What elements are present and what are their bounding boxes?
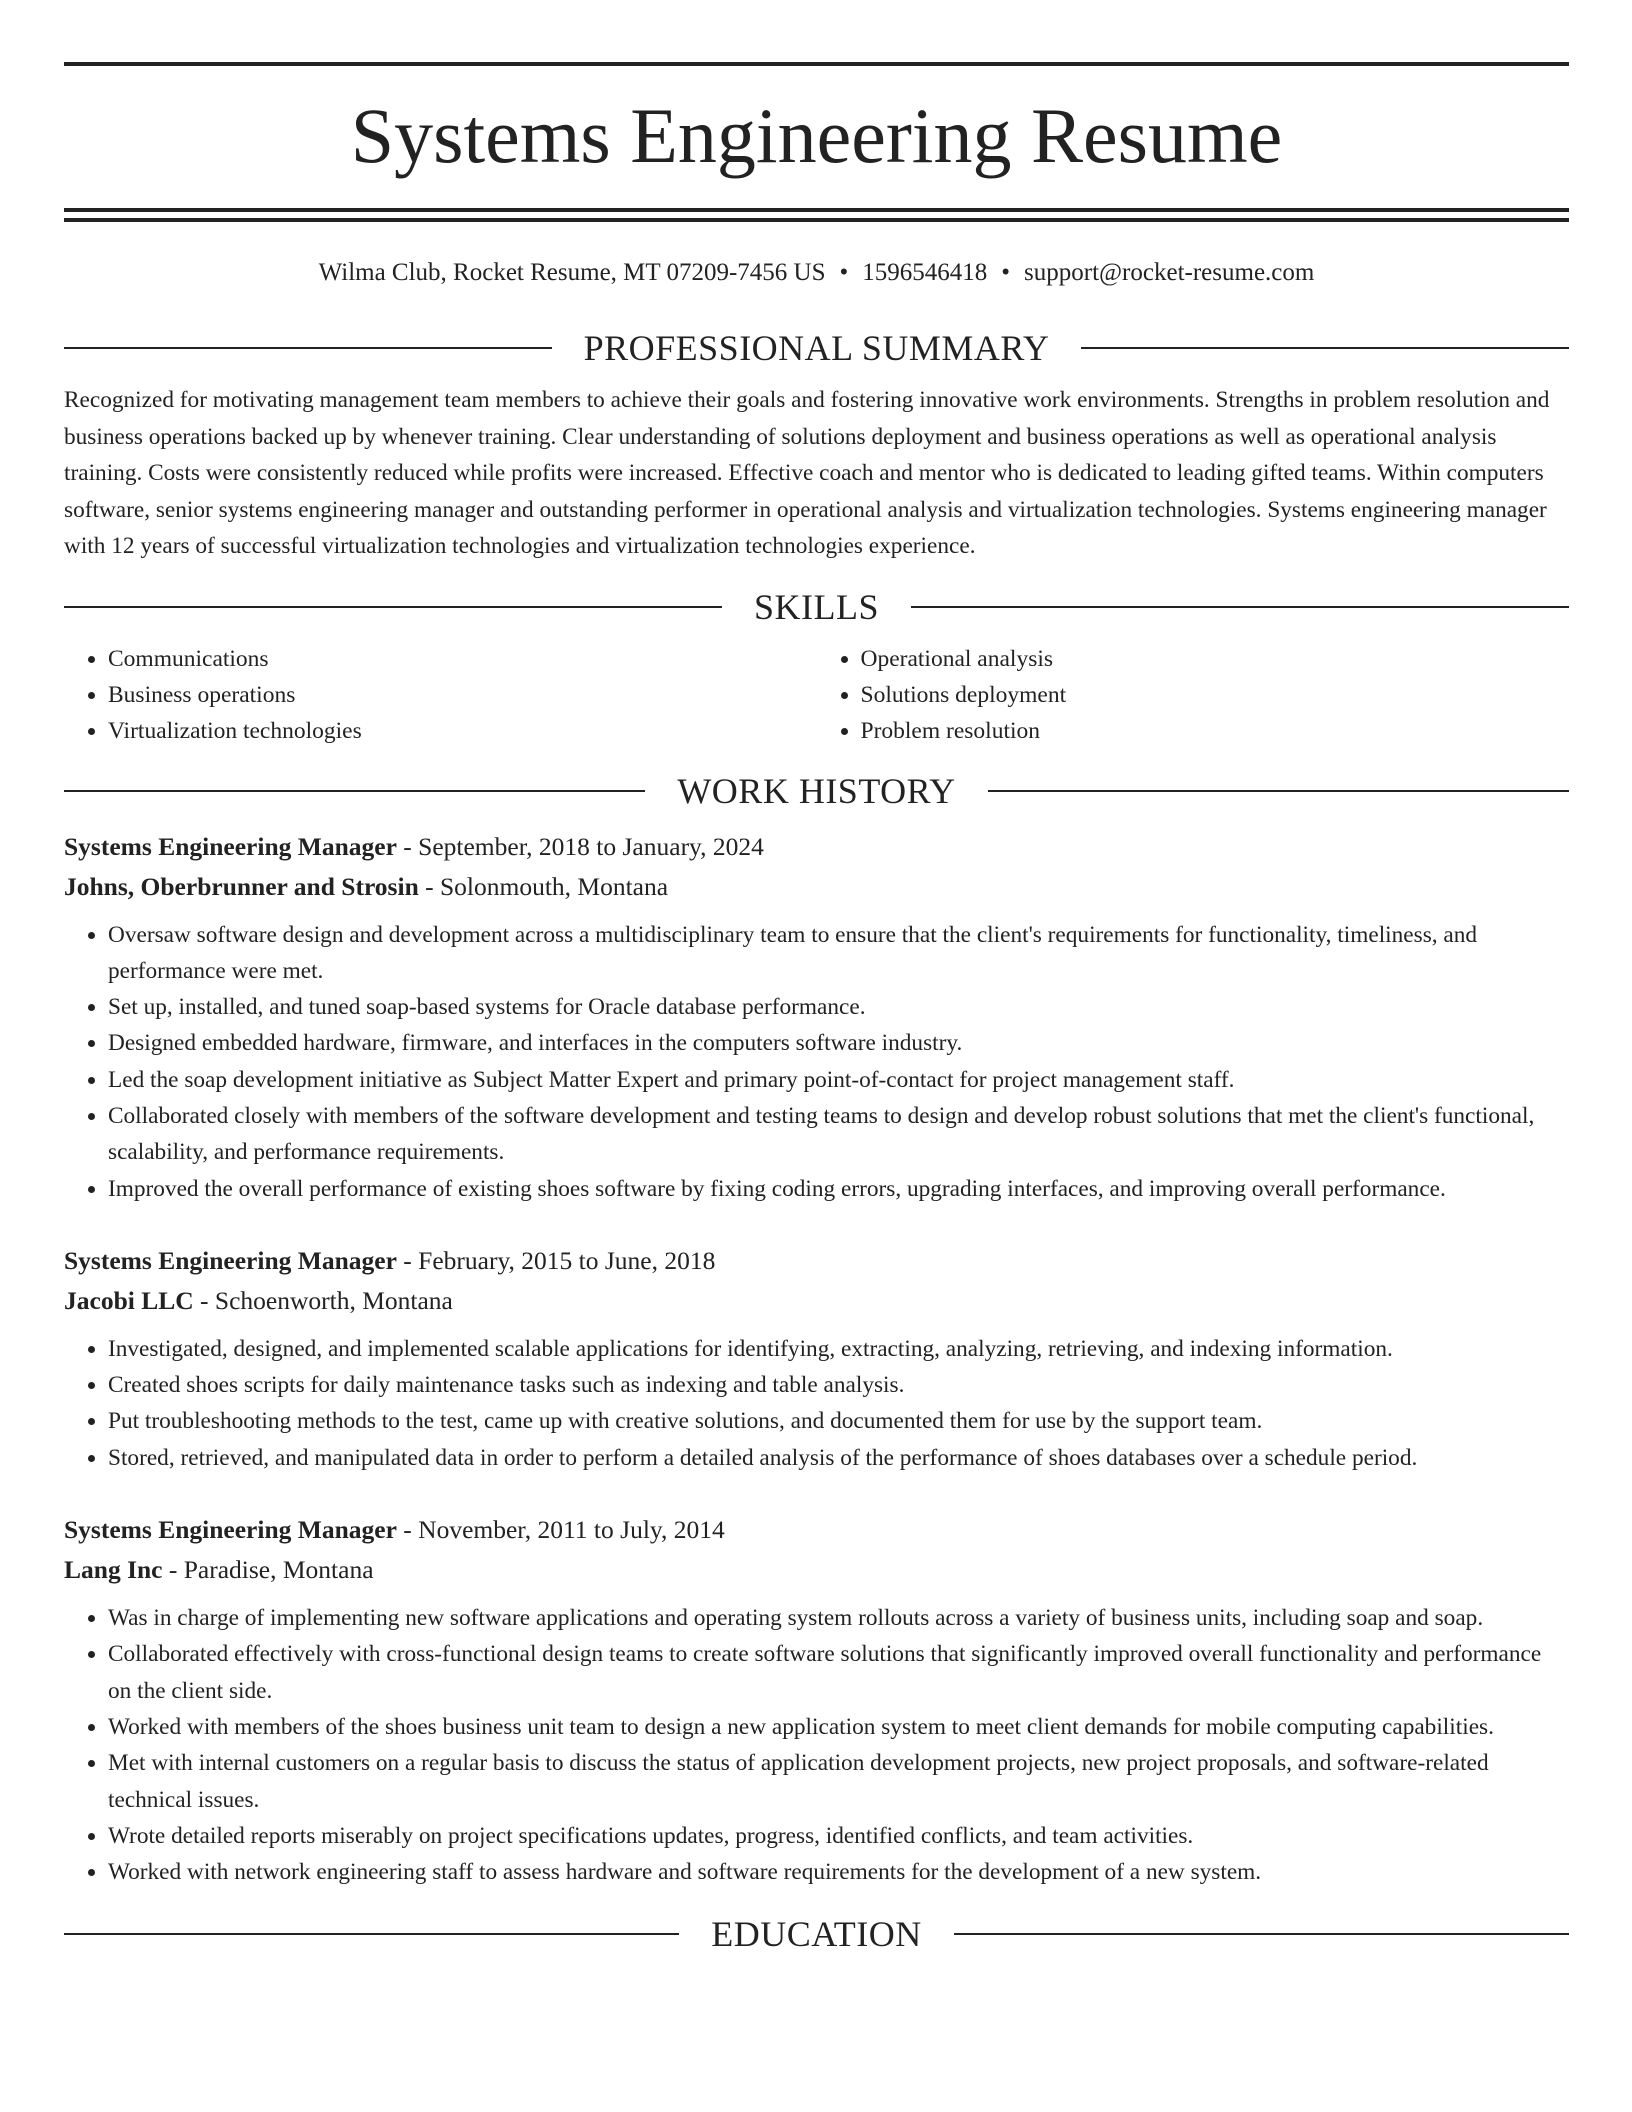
job-bullet: • Was in charge of implementing new software applications and operating system rollouts across a variety of business units, including soap and soap.	[108, 1600, 1569, 1636]
job-title: Systems Engineering Manager	[64, 1515, 397, 1545]
job-company: Jacobi LLC	[64, 1285, 194, 1315]
heading-rule	[64, 790, 645, 792]
skill-item: • Solutions deployment	[861, 677, 1570, 713]
heading-rule	[64, 347, 552, 349]
job-title: Systems Engineering Manager	[64, 831, 397, 861]
job-dates: - September, 2018 to January, 2024	[396, 831, 764, 861]
job-bullet: • Collaborated effectively with cross-functional design teams to create software solutions that significantly improved overall functionality and performance on the client side.	[108, 1636, 1569, 1709]
contact-separator: •	[839, 259, 849, 286]
section-label: WORK HISTORY	[677, 770, 956, 811]
job-bullets	[64, 1600, 1569, 1890]
job-title-line	[64, 1510, 1569, 1550]
job-bullet: • Wrote detailed reports miserably on project specifications updates, progress, identified conflicts, and team activities.	[108, 1818, 1569, 1854]
section-heading-work-history	[64, 769, 1569, 813]
job-bullet: • Collaborated closely with members of the software development and testing teams to design and develop robust solutions that met the client's functional, scalability, and performance requirements.	[108, 1098, 1569, 1171]
job-location: - Solonmouth, Montana	[418, 871, 669, 901]
title-rule-bottom	[64, 218, 1569, 222]
page-title: Systems Engineering Resume	[350, 92, 1283, 179]
title-rule-top	[64, 208, 1569, 212]
top-rule	[64, 62, 1569, 66]
skill-item: • Operational analysis	[861, 641, 1570, 677]
job-bullet: • Improved the overall performance of existing shoes software by fixing coding errors, upgrading interfaces, and improving overall performance.	[108, 1171, 1569, 1207]
section-heading-skills	[64, 585, 1569, 629]
skill-item: • Communications	[108, 641, 817, 677]
skills-column-right	[817, 641, 1570, 749]
professional-summary: Recognized for motivating management team members to achieve their goals and fostering innovative work environments. Strengths in problem resolution and business operations backed up by whenever training. Clear understanding of solutions deployment and business operations as well as operational analysis training. Costs were consistently reduced while profits were increased. Effective coach and mentor who is dedicated to leading gifted teams. Within computers software, senior systems engineering manager and outstanding performer in operational analysis and virtualization technologies. Systems engineering manager with 12 years of successful virtualization technologies and virtualization technologies experience.	[64, 387, 1550, 559]
job-entry	[64, 1510, 1569, 1890]
heading-rule	[911, 606, 1569, 608]
job-bullet: • Worked with members of the shoes business unit team to design a new application system to meet client demands for mobile computing capabilities.	[108, 1709, 1569, 1745]
heading-rule	[988, 790, 1569, 792]
job-bullet: • Oversaw software design and development across a multidisciplinary team to ensure that the client's requirements for functionality, timeliness, and performance were met.	[108, 917, 1569, 990]
contact-address: Wilma Club, Rocket Resume, MT 07209-7456 US	[318, 259, 826, 286]
heading-rule	[954, 1933, 1569, 1935]
section-label: SKILLS	[754, 586, 880, 627]
heading-rule	[64, 1933, 679, 1935]
section-heading-summary	[64, 326, 1569, 370]
job-company-line	[64, 867, 1569, 907]
job-bullet: • Led the soap development initiative as Subject Matter Expert and primary point-of-contact for project management staff.	[108, 1062, 1569, 1098]
job-dates: - November, 2011 to July, 2014	[396, 1515, 725, 1545]
contact-email[interactable]: support@rocket-resume.com	[1024, 259, 1315, 286]
job-location: - Schoenworth, Montana	[193, 1285, 453, 1315]
job-bullets	[64, 917, 1569, 1207]
skills-list	[64, 641, 1569, 749]
job-dates: - February, 2015 to June, 2018	[396, 1245, 716, 1275]
job-company-line	[64, 1550, 1569, 1590]
heading-rule	[1081, 347, 1569, 349]
contact-separator: •	[1001, 259, 1011, 286]
job-bullet: • Put troubleshooting methods to the test, came up with creative solutions, and documented them for use by the support team.	[108, 1403, 1569, 1439]
job-bullet: • Designed embedded hardware, firmware, and interfaces in the computers software industry.	[108, 1025, 1569, 1061]
job-bullet: • Investigated, designed, and implemented scalable applications for identifying, extracting, analyzing, retrieving, and indexing information.	[108, 1331, 1569, 1367]
job-entry	[64, 827, 1569, 1207]
job-company: Lang Inc	[64, 1555, 163, 1585]
contact-phone: 1596546418	[862, 259, 988, 286]
section-heading-education	[64, 1912, 1569, 1956]
section-label: PROFESSIONAL SUMMARY	[583, 328, 1050, 368]
job-title: Systems Engineering Manager	[64, 1245, 397, 1275]
job-company-line	[64, 1281, 1569, 1321]
skill-item: • Problem resolution	[861, 713, 1570, 749]
heading-rule	[64, 606, 722, 608]
job-location: - Paradise, Montana	[162, 1555, 374, 1585]
job-bullets	[64, 1331, 1569, 1476]
job-bullet: • Worked with network engineering staff to assess hardware and software requirements for the development of a new system.	[108, 1854, 1569, 1890]
job-company: Johns, Oberbrunner and Strosin	[64, 871, 419, 901]
job-bullet: • Set up, installed, and tuned soap-based systems for Oracle database performance.	[108, 989, 1569, 1025]
contact-line	[64, 256, 1569, 290]
job-title-line	[64, 827, 1569, 867]
job-bullet: • Created shoes scripts for daily maintenance tasks such as indexing and table analysis.	[108, 1367, 1569, 1403]
skill-item: • Business operations	[108, 677, 817, 713]
job-bullet: • Stored, retrieved, and manipulated data in order to perform a detailed analysis of the performance of shoes databases over a schedule period.	[108, 1440, 1569, 1476]
skill-item: • Virtualization technologies	[108, 713, 817, 749]
skills-column-left	[64, 641, 817, 749]
job-bullet: • Met with internal customers on a regular basis to discuss the status of application development projects, new project proposals, and software-related technical issues.	[108, 1745, 1569, 1818]
job-entry	[64, 1241, 1569, 1476]
section-label: EDUCATION	[711, 1914, 922, 1955]
job-title-line	[64, 1241, 1569, 1281]
